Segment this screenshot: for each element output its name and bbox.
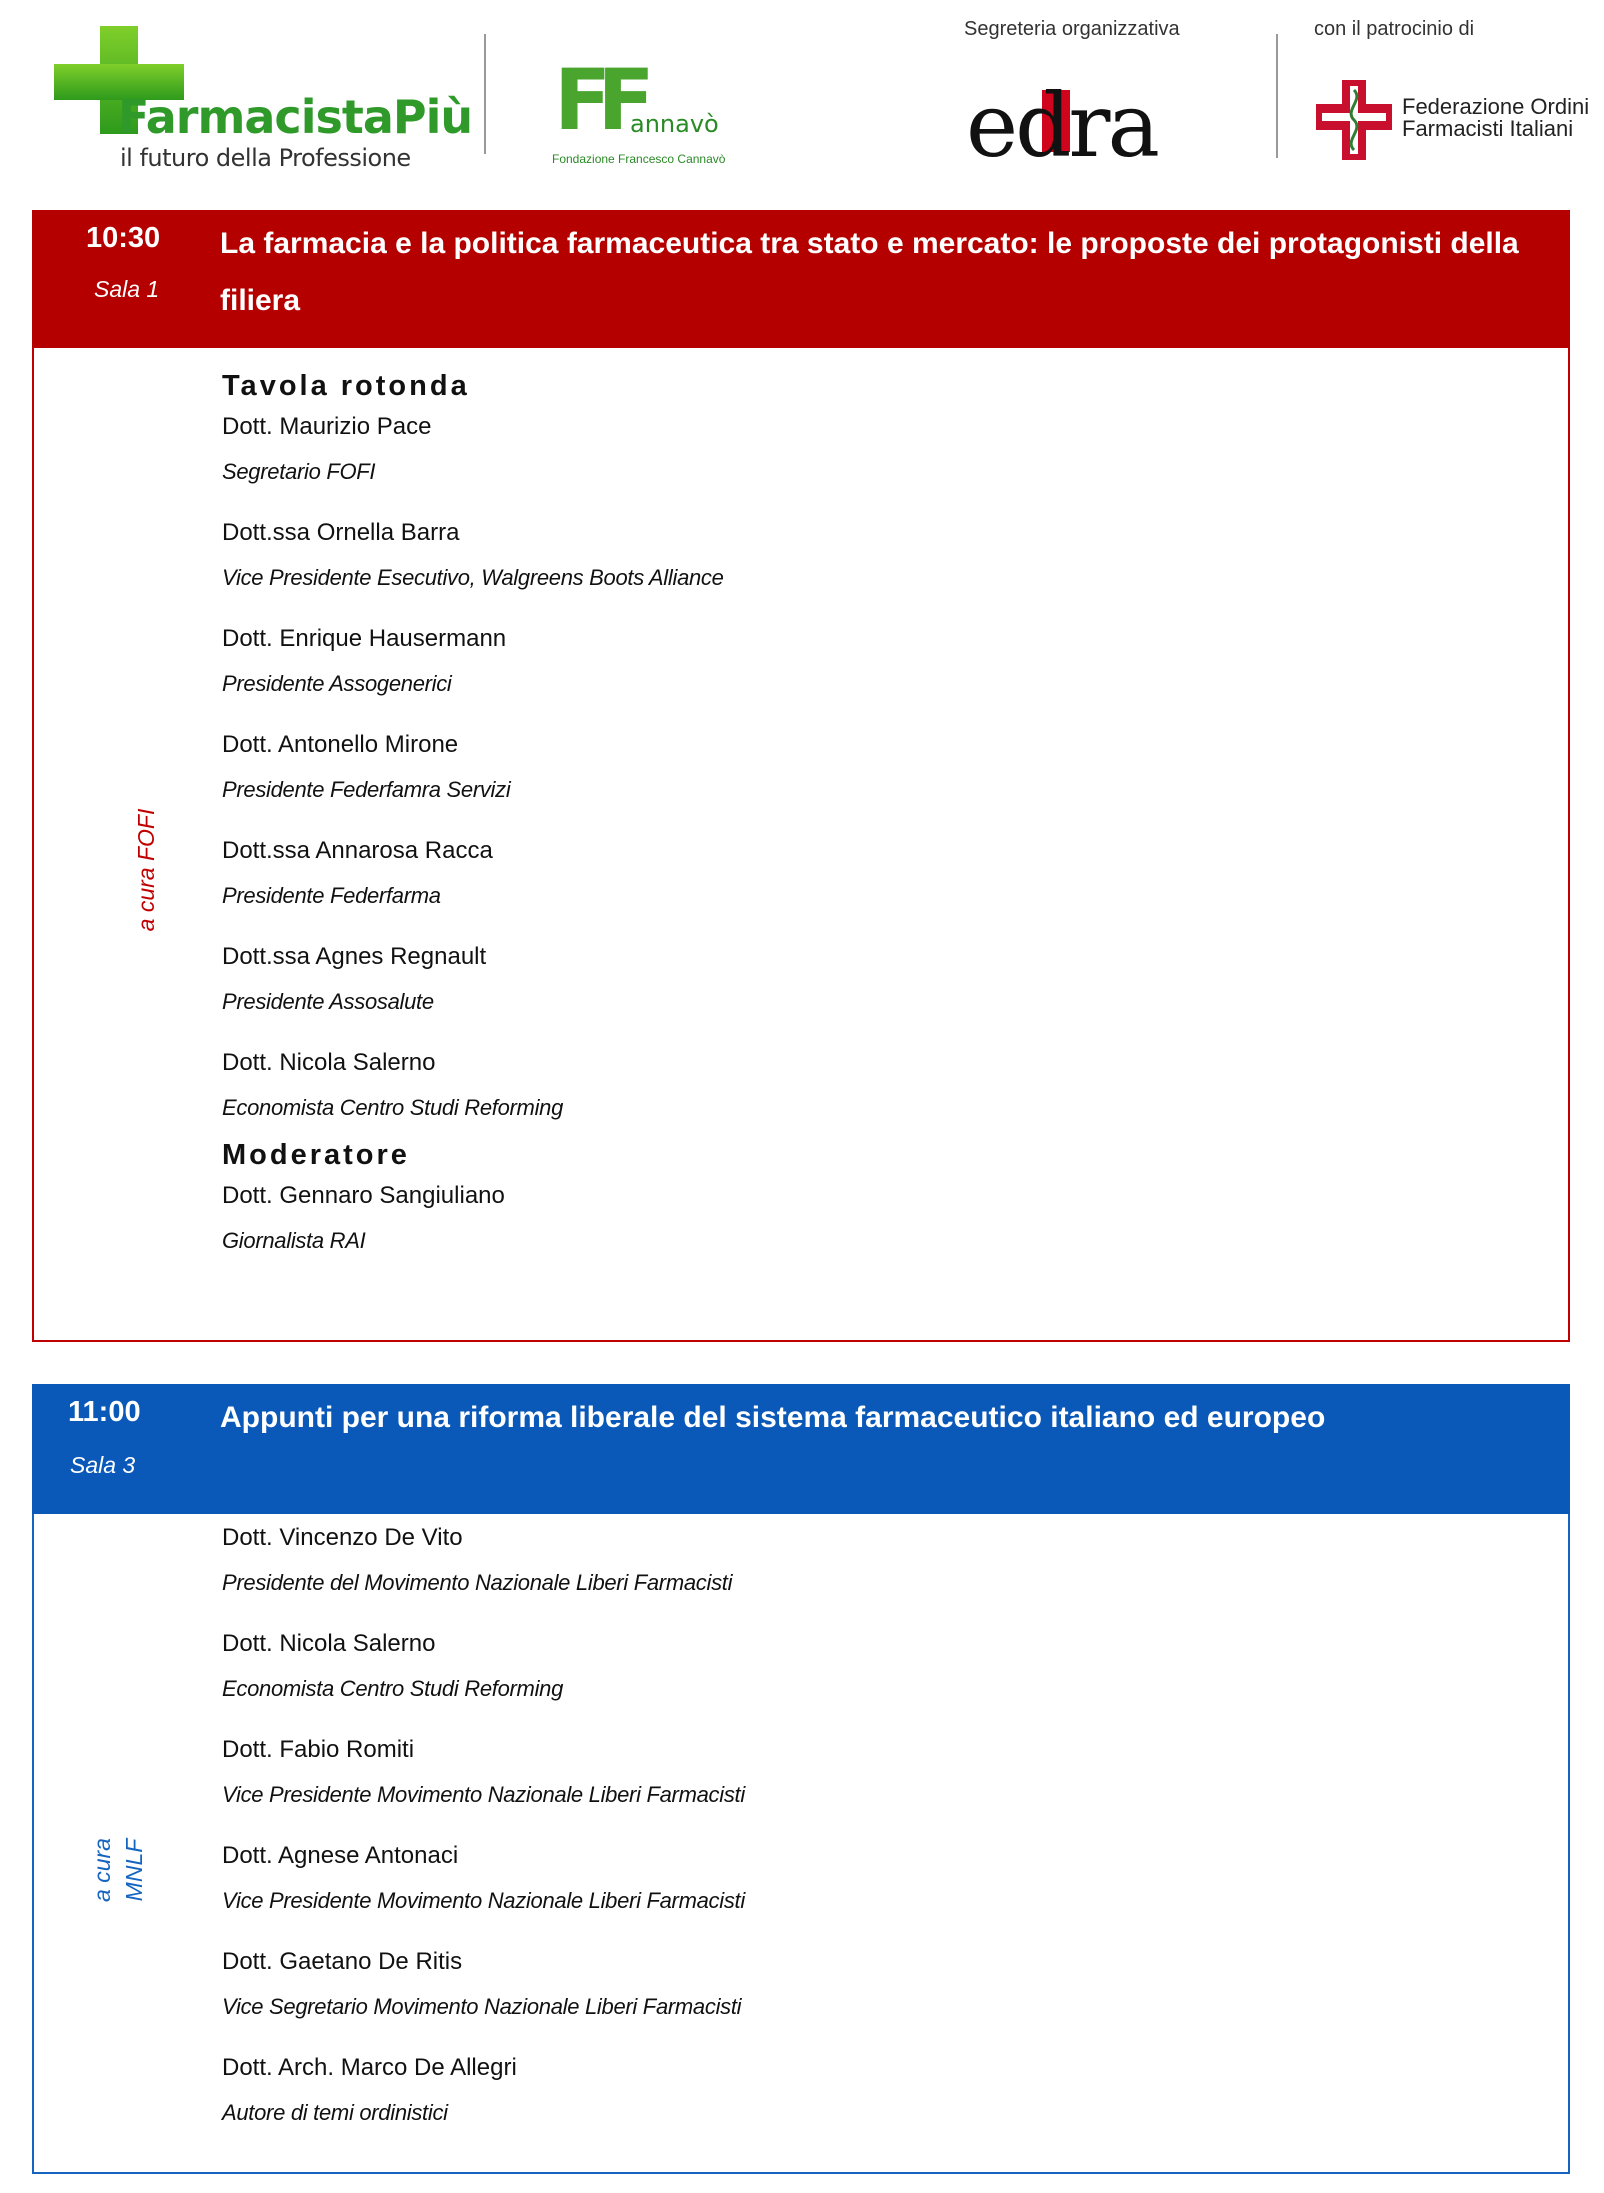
speaker-item: [222, 615, 1522, 705]
session-time: 11:00: [68, 1396, 141, 1428]
speaker-role: Economista Centro Studi Reforming: [222, 1095, 564, 1120]
moderator-name: Dott. Gennaro Sangiuliano: [222, 1182, 505, 1209]
patrocinio-label: con il patrocinio di: [1314, 18, 1475, 40]
speaker-role: Segretario FOFI: [222, 459, 376, 484]
fofi-name: [1402, 96, 1589, 140]
fofi-cross-icon: [1316, 80, 1392, 160]
session-header-band: [32, 210, 1570, 348]
fondazione-subtitle: Fondazione Francesco Cannavò: [552, 152, 726, 166]
speaker-role: Vice Presidente Esecutivo, Walgreens Boots Alliance: [222, 565, 724, 590]
session-title: Appunti per una riforma liberale del sistema farmaceutico italiano ed europeo: [220, 1401, 1326, 1434]
speaker-item: [222, 509, 1522, 599]
fondazione-cannavo-logo: [546, 51, 776, 168]
speaker-name: Dott.ssa Annarosa Racca: [222, 837, 493, 864]
speaker-role: Vice Presidente Movimento Nazionale Liberi Farmacisti: [222, 1888, 745, 1913]
session-room: Sala 1: [94, 276, 160, 302]
speaker-name: Dott. Enrique Hausermann: [222, 625, 507, 652]
speaker-role: Presidente del Movimento Nazionale Liberi Farmacisti: [222, 1570, 733, 1595]
ff-monogram-icon: FF: [554, 51, 641, 149]
speaker-name: Dott. Nicola Salerno: [222, 1049, 436, 1076]
speaker-role: Presidente Assosalute: [222, 989, 434, 1014]
speaker-name: Dott. Fabio Romiti: [222, 1736, 415, 1763]
speaker-role: Vice Segretario Movimento Nazionale Liberi Farmacisti: [222, 1994, 742, 2019]
session-room: Sala 3: [70, 1452, 136, 1478]
speaker-name: Dott. Antonello Mirone: [222, 731, 459, 758]
speaker-name: Dott.ssa Agnes Regnault: [222, 943, 487, 970]
farmacistapiu-logo: [52, 24, 473, 174]
edra-logo: edra: [966, 74, 1157, 177]
session-1100: [32, 1384, 1570, 2174]
farmacistapiu-tagline: il futuro della Professione: [120, 144, 411, 172]
speaker-item: [222, 1514, 1522, 1604]
speaker-item: [222, 1938, 1522, 2028]
fofi-line-1: Federazione Ordini: [1402, 94, 1590, 119]
speaker-name: Dott. Agnese Antonaci: [222, 1842, 459, 1869]
speaker-role: Vice Presidente Movimento Nazionale Liberi Farmacisti: [222, 1782, 745, 1807]
segreteria-label: Segreteria organizzativa: [964, 18, 1180, 40]
session-title: La farmacia e la politica farmaceutica tra stato e mercato: le proposte dei protagonisti della filiera: [220, 227, 1519, 317]
speaker-name: Dott. Arch. Marco De Allegri: [222, 2054, 517, 2081]
session-1030: [32, 210, 1570, 1342]
speaker-item: [222, 721, 1522, 811]
speaker-role: Economista Centro Studi Reforming: [222, 1676, 564, 1701]
moderator-role: Giornalista RAI: [222, 1228, 366, 1253]
speaker-name: Dott. Nicola Salerno: [222, 1630, 436, 1657]
speaker-item: [222, 2044, 1522, 2134]
speaker-name: Dott. Maurizio Pace: [222, 413, 432, 440]
speaker-item: [222, 1726, 1522, 1816]
moderator-heading: Moderatore: [222, 1139, 410, 1171]
section-heading: Tavola rotonda: [222, 370, 470, 402]
speaker-item: [222, 827, 1522, 917]
speaker-item: [222, 403, 1522, 493]
organizer-line-1: a cura: [89, 1838, 115, 1902]
speaker-item: [222, 1620, 1522, 1710]
speaker-role: Presidente Assogenerici: [222, 671, 452, 696]
session-organizer: a cura FOFI: [133, 808, 159, 932]
fofi-line-2: Farmacisti Italiani: [1402, 116, 1574, 141]
session-header-band: [32, 1384, 1570, 1514]
speaker-role: Presidente Federfamra Servizi: [222, 777, 511, 802]
moderator-item: [222, 1172, 1522, 1262]
logo-divider: [1276, 34, 1278, 158]
session-program: [222, 370, 1522, 1262]
speaker-name: Dott.ssa Ornella Barra: [222, 519, 460, 546]
farmacistapiu-brand: FarmacistaPiù: [118, 90, 473, 144]
fondazione-word: annavò: [630, 110, 719, 138]
speaker-item: [222, 1832, 1522, 1922]
speaker-role: Autore di temi ordinistici: [222, 2100, 448, 2125]
session-time: 10:30: [86, 222, 161, 254]
speaker-item: [222, 1039, 1522, 1129]
speaker-name: Dott. Gaetano De Ritis: [222, 1948, 463, 1975]
logo-divider: [484, 34, 486, 154]
session-program: [222, 1514, 1522, 2134]
speaker-name: Dott. Vincenzo De Vito: [222, 1524, 463, 1551]
speaker-item: [222, 933, 1522, 1023]
session-organizer: [86, 1820, 150, 1920]
organizer-line-2: MNLF: [121, 1838, 147, 1902]
speaker-role: Presidente Federfarma: [222, 883, 441, 908]
